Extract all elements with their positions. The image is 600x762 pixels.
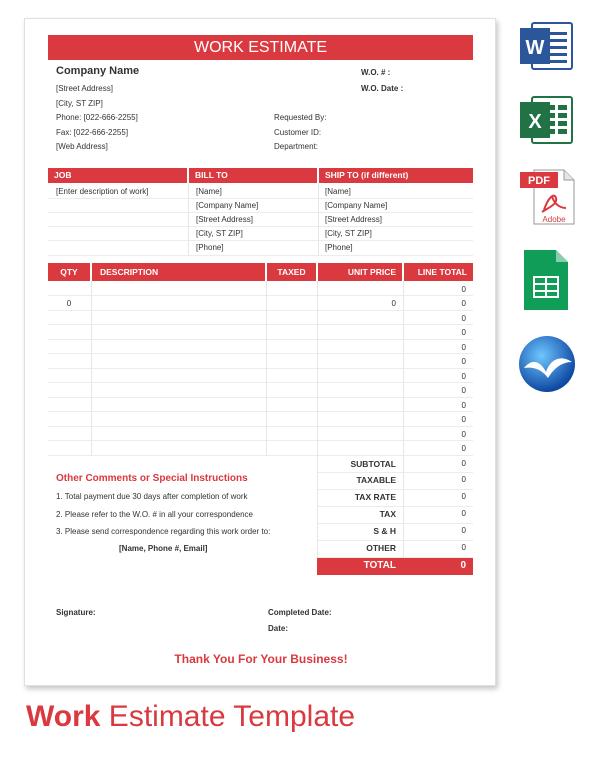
company-fax: Fax: [022-666-2255]	[56, 128, 129, 137]
template-title-bold: Work	[26, 700, 101, 733]
thank-you-message: Thank You For Your Business!	[174, 652, 348, 666]
other-value: 0	[461, 543, 466, 552]
comment-line: 1. Total payment due 30 days after completion of work	[56, 492, 248, 501]
comments-title: Other Comments or Special Instructions	[56, 473, 248, 484]
tax-value: 0	[461, 509, 466, 518]
company-city: [City, ST ZIP]	[56, 99, 103, 108]
bill-to-line: [Name]	[196, 187, 222, 196]
ship-to-line: [Street Address]	[325, 215, 382, 224]
grid-line	[48, 212, 473, 213]
bill-to-header: BILL TO	[189, 168, 317, 183]
grid-line	[48, 295, 473, 296]
grid-line	[48, 339, 473, 340]
template-title	[26, 700, 355, 734]
subtotal-value: 0	[461, 459, 466, 468]
grid-line	[48, 198, 473, 199]
grid-line	[48, 455, 473, 456]
line-total-value: 0	[461, 386, 466, 395]
pdf-icon-label: PDF	[528, 175, 550, 187]
grid-line	[48, 226, 473, 227]
grid-line	[317, 489, 473, 490]
bill-to-line: [City, ST ZIP]	[196, 229, 243, 238]
grid-line	[48, 353, 473, 354]
wo-date-label: W.O. Date :	[361, 84, 404, 93]
completed-date-label: Completed Date:	[268, 608, 332, 617]
estimate-sheet	[24, 18, 496, 686]
column-divider	[318, 183, 319, 255]
grid-line	[48, 255, 473, 256]
document-title: WORK ESTIMATE	[48, 35, 473, 60]
line-total-value: 0	[461, 401, 466, 410]
s-and-h-label: S & H	[373, 526, 396, 536]
tax-rate-value: 0	[461, 492, 466, 501]
word-icon[interactable]	[518, 20, 576, 72]
grid-line	[48, 368, 473, 369]
grid-line	[48, 426, 473, 427]
taxed-header: TAXED	[267, 263, 316, 281]
company-web: [Web Address]	[56, 142, 108, 151]
pdf-icon-brand: Adobe	[542, 215, 566, 224]
template-title-rest: Estimate Template	[100, 700, 356, 733]
line-total-value: 0	[461, 285, 466, 294]
line-total-value: 0	[461, 415, 466, 424]
company-name: Company Name	[56, 65, 140, 77]
description-header: DESCRIPTION	[92, 263, 265, 281]
department-label: Department:	[274, 142, 319, 151]
comment-line: 3. Please send correspondence regarding this work order to:	[56, 527, 271, 536]
taxable-value: 0	[461, 475, 466, 484]
other-label: OTHER	[366, 543, 396, 553]
line-total-value: 0	[461, 343, 466, 352]
line-total-value: 0	[461, 314, 466, 323]
column-divider	[188, 183, 189, 255]
qty-header: QTY	[48, 263, 90, 281]
wo-number-label: W.O. # :	[361, 68, 391, 77]
line-total-value: 0	[461, 328, 466, 337]
bill-to-line: [Street Address]	[196, 215, 253, 224]
signature-label: Signature:	[56, 608, 96, 617]
column-divider	[266, 281, 267, 455]
openoffice-icon[interactable]	[516, 334, 578, 394]
grid-line	[48, 411, 473, 412]
grid-line	[48, 324, 473, 325]
grid-line	[48, 440, 473, 441]
grid-line	[317, 523, 473, 524]
total-label: TOTAL	[363, 560, 396, 571]
ship-to-line: [Name]	[325, 187, 351, 196]
line-total-header: LINE TOTAL	[404, 263, 473, 281]
bill-to-line: [Company Name]	[196, 201, 259, 210]
first-row-unit-price: 0	[391, 299, 396, 308]
pdf-icon[interactable]	[518, 168, 578, 226]
grid-line	[48, 240, 473, 241]
unit-price-header: UNIT PRICE	[318, 263, 402, 281]
line-total-value: 0	[461, 430, 466, 439]
grid-line	[317, 540, 473, 541]
column-divider	[91, 281, 92, 455]
comment-contact: [Name, Phone #, Email]	[119, 544, 208, 553]
job-header: JOB	[48, 168, 187, 183]
company-phone: Phone: [022-666-2255]	[56, 113, 138, 122]
excel-icon-letter: X	[528, 111, 542, 133]
grid-line	[317, 472, 473, 473]
word-icon-letter: W	[525, 37, 545, 59]
company-street: [Street Address]	[56, 84, 113, 93]
ship-to-header: SHIP TO (if different)	[319, 168, 473, 183]
customer-id-label: Customer ID:	[274, 128, 322, 137]
bill-to-line: [Phone]	[196, 243, 224, 252]
job-description: [Enter description of work]	[56, 187, 149, 196]
ship-to-line: [City, ST ZIP]	[325, 229, 372, 238]
subtotal-label: SUBTOTAL	[350, 459, 396, 469]
ship-to-line: [Company Name]	[325, 201, 388, 210]
comment-line: 2. Please refer to the W.O. # in all your correspondence	[56, 510, 253, 519]
taxable-label: TAXABLE	[356, 475, 396, 485]
google-sheets-icon[interactable]	[522, 248, 570, 312]
line-total-value: 0	[461, 444, 466, 453]
line-total-value: 0	[461, 299, 466, 308]
line-total-value: 0	[461, 357, 466, 366]
grid-line	[48, 310, 473, 311]
grid-line	[48, 382, 473, 383]
line-total-value: 0	[461, 372, 466, 381]
first-row-qty: 0	[66, 299, 72, 308]
s-and-h-value: 0	[461, 526, 466, 535]
requested-by-label: Requested By:	[274, 113, 327, 122]
grid-line	[317, 506, 473, 507]
date-label: Date:	[268, 624, 289, 633]
excel-icon[interactable]	[518, 94, 576, 146]
ship-to-line: [Phone]	[325, 243, 353, 252]
tax-label: TAX	[379, 509, 396, 519]
grid-line	[48, 397, 473, 398]
total-value: 0	[460, 560, 466, 571]
tax-rate-label: TAX RATE	[354, 492, 396, 502]
